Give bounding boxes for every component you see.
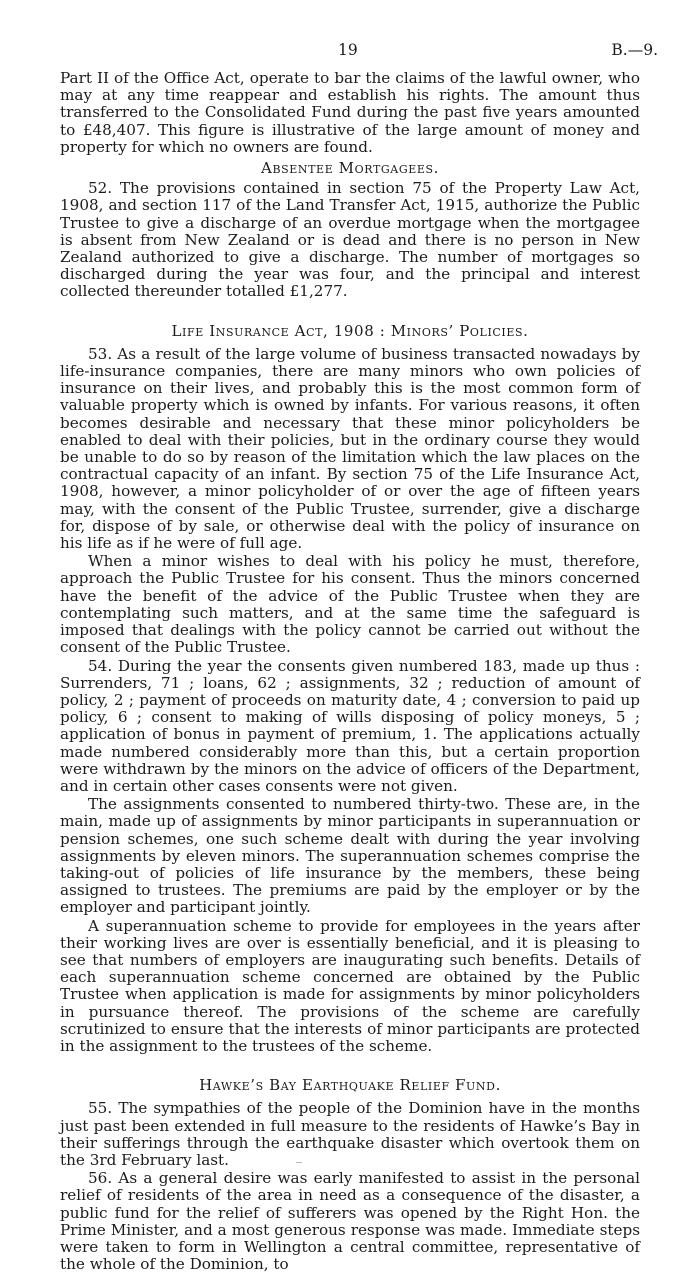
- paragraph: 54. During the year the consents given numbered 183, made up thus : Surrenders, 71 ; loans, 62 ; assignments, 32 ; reduction of amount of policy, 2 ; payment of proceeds on maturity date, 4 ; conversion to paid up policy, 6 ; consent to making of wills disposing of policy moneys, 5 ; application of bonus in payment of premium, 1. The applications actually made numbered considerably more than this, but a certain proportion were withdrawn by the minors on the advice of officers of the Department, and in certain other cases consents were not given.: [60, 656, 640, 795]
- paragraph: 55. The sympathies of the people of the Dominion have in the months just past been extended in full measure to the residents of Hawke’s Bay in their sufferings through the earthquake disaster which overtook them on the 3rd February last.: [60, 1099, 640, 1169]
- page-header: [0, 42, 700, 62]
- paragraph: 52. The provisions contained in section 75 of the Property Law Act, 1908, and section 117 of the Land Transfer Act, 1915, authorize the Public Trustee to give a discharge of an overdue mortgage when the mortgagee is absent from New Zealand or is dead and there is no person in New Zealand authorized to give a discharge. The number of mortgages so discharged during the year was four, and the principal and interest collected thereunder totalled £1,277.: [60, 179, 640, 301]
- paragraph: The assignments consented to numbered thirty-two. These are, in the main, made up of assignments by minor participants in superannuation or pension schemes, one such scheme dealt with during the year involving assignments by eleven minors. The superannuation schemes comprise the taking-out of policies of life insurance by the members, these being assigned to trustees. The premiums are paid by the employer or by the employer and participant jointly.: [60, 795, 640, 917]
- paragraph: When a minor wishes to deal with his policy he must, therefore, approach the Public Trustee for his consent. Thus the minors concerned have the benefit of the advice of the Public Trustee when they are contemplating such matters, and at the same time the safeguard is imposed that dealings with the policy cannot be carried out without the consent of the Public Trustee.: [60, 552, 640, 657]
- page-mark: [296, 1162, 302, 1163]
- paragraph: 56. As a general desire was early manifested to assist in the personal relief of residents of the area in need as a consequence of the disaster, a public fund for the relief of sufferers was opened by the Right Hon. the Prime Minister, and a most generous response was made. Immediate steps were taken to form in Wellington a central committee, representative of the whole of the Dominion, to: [60, 1169, 640, 1273]
- section-heading: Hawke’s Bay Earthquake Relief Fund.: [199, 1076, 501, 1095]
- paragraph: 53. As a result of the large volume of business transacted nowadays by life-insurance companies, there are many minors who own policies of insurance on their lives, and probably this is the most common form of valuable property which is owned by infants. For various reasons, it often becomes desirable and necessary that these minor policyholders be enabled to deal with their policies, but in the ordinary course they would be unable to do so by reason of the limitation which the law places on the contractual capacity of an infant. By section 75 of the Life Insurance Act, 1908, however, a minor policyholder of or over the age of fifteen years may, with the consent of the Public Trustee, surrender, give a discharge for, dispose of by sale, or otherwise deal with the policy of insurance on his life as if he were of full age.: [60, 344, 640, 553]
- paragraph: A superannuation scheme to provide for employees in the years after their working lives are over is essentially beneficial, and it is pleasing to see that numbers of employers are inaugurating such benefits. Details of each superannuation scheme concerned are obtained by the Public Trustee when application is made for assignments by minor policyholders in pursuance thereof. The provisions of the scheme are carefully scrutinized to ensure that the interests of minor participants are protected in the assignment to the trustees of the scheme.: [60, 916, 640, 1055]
- section-heading: Absentee Mortgagees.: [261, 159, 439, 178]
- document-body: [60, 70, 640, 1273]
- page-number: 19: [338, 41, 358, 59]
- report-reference: B.—9.: [611, 41, 658, 59]
- paragraph: Part II of the Office Act, operate to bar the claims of the lawful owner, who may at any time reappear and establish his rights. The amount thus transferred to the Consolidated Fund during the past five years amounted to £48,407. This figure is illustrative of the large amount of money and property for which no owners are found.: [60, 69, 640, 156]
- section-heading: Life Insurance Act, 1908 : Minors’ Policies.: [171, 321, 529, 340]
